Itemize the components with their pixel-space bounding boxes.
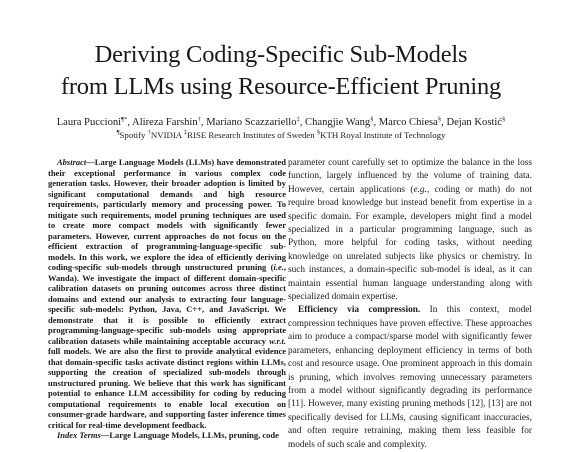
author-mark: § (370, 116, 374, 123)
author-name: Laura Puccioni (56, 117, 122, 128)
index-terms-dash: — (100, 430, 110, 440)
affiliation-mark: ‡ (183, 129, 188, 136)
author-name: Dejan Kostić (446, 117, 503, 128)
abstract-paragraph (48, 157, 286, 430)
affiliation-name: Spotify (119, 130, 146, 140)
author-mark: † (197, 116, 201, 123)
author-list: Laura Puccioni¶*, Alireza Farshin†, Mariano Scazzariello‡, Changjie Wang§, Marco Chiesa§, Dejan Kostić§ (56, 116, 506, 128)
affiliation-list (0, 130, 562, 141)
author-mark: § (437, 116, 442, 123)
author-name: Marco Chiesa (378, 117, 438, 128)
author-name: Alireza Farshin (132, 117, 198, 128)
abstract-dash: — (86, 157, 95, 167)
abstract-text: , Wanda). We investigate the impact of different domain-specific calibration datasets on pruning outcomes across three distinct domains and extend our analysis to extracting four language-specific sub-models: Python, Java, C++, and JavaScript. We demonstrate that it is possible to efficiently extract programming-language-specific sub-models using appropriate calibration datasets while maintaining acceptable accuracy (48, 262, 286, 346)
body-text: parameter count carefully set to optimize the balance in the loss function, largely influenced by the volume of training data. However, certain applications ( (288, 158, 532, 195)
author-name: Mariano Scazzariello (206, 117, 297, 128)
index-terms-paragraph (48, 430, 286, 441)
abstract-text: Large Language Models (LLMs) have demonstrated their exceptional performance in various complex code generation tasks. However, their broader adoption is limited by significant computational demands and high resource requirements, particularly memory and processing power. To mitigate such requirements, model pruning techniques are used to create more compact models with significantly fewer parameters. However, current approaches do not focus on the efficient extraction of programming-language-specific sub-models. In this work, we explore the idea of efficiently deriving coding-specific sub-models through unstructured pruning ( (48, 157, 286, 272)
body-text: , coding or math) do not require broad knowledge but instead benefit from expertise in a specific domain. For example, developers might find a model specialized in a particular programming language, such as Python, more helpful for coding tasks, without needing knowledge on unrelated subjects like physics or chemistry. In such instances, a domain-specific sub-model is ideal, as it can maintain essential human language understanding along with specialized domain expertise. (288, 184, 532, 303)
body-eg: e.g. (413, 184, 427, 195)
author-mark: ‡ (296, 116, 300, 123)
affiliation-mark: † (147, 129, 151, 136)
abstract-ie: i.e. (273, 262, 284, 272)
index-terms-text: Large Language Models, LLMs, pruning, code (109, 430, 279, 440)
author-name: Changjie Wang (305, 117, 371, 128)
affiliation-name: NVIDIA (150, 130, 182, 140)
affiliation-name: KTH Royal Institute of Technology (320, 130, 446, 140)
affiliation-mark: ¶ (116, 129, 120, 136)
paper-title-line-1: Deriving Coding-Specific Sub-Models (94, 41, 468, 68)
author-mark: ¶* (121, 116, 128, 123)
body-text: In this context, model compression techniques have proven effective. These approaches aim to produce a compact/sparse model with significantly fewer parameters, enhancing deployment efficiency in terms of both cost and resource usage. One prominent approach in this domain is pruning, which involves removing unnecessary parameters from a model without significantly degrading its performance [11]. However, many existing pruning methods [12], [13] are not specifically devised for LLMs, causing significant inaccuracies, and often require retraining, making them less feasible for models of such scale and complexity. (288, 305, 532, 450)
affiliation-name: RISE Research Institutes of Sweden (187, 130, 315, 140)
body-paragraph (288, 157, 532, 304)
affiliation-mark: § (316, 129, 321, 136)
section-heading: Efficiency via compression. (298, 305, 421, 316)
paper-title-line-2: from LLMs using Resource-Efficient Pruning (60, 73, 502, 100)
index-terms-label: Index Terms (57, 430, 101, 440)
right-column (288, 157, 532, 452)
abstract-wrt: w.r.t. (269, 335, 286, 346)
abstract-text: full models. We are also the first to provide analytical evidence that domain-specific tasks activate distinct regions within LLMs, supporting the creation of specialized sub-models through unstructured pruning. We believe that this work has significant potential to enhance LLM accessibility for coding by reducing computational requirements to enable local execution on consumer-grade hardware, and supporting faster inference times critical for real-time development feedback. (48, 346, 286, 430)
author-mark: § (502, 116, 506, 123)
body-paragraph (288, 304, 532, 451)
abstract-label: Abstract (57, 157, 87, 167)
left-column (48, 157, 286, 441)
